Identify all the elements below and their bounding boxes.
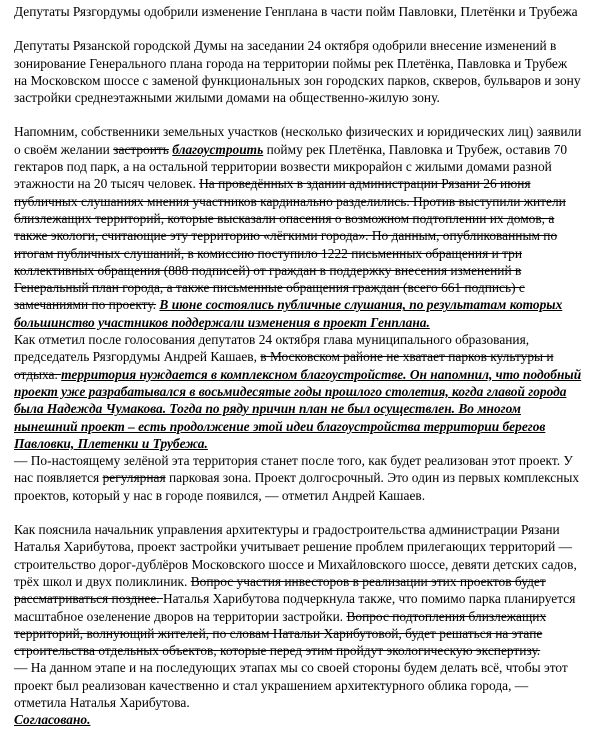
- deleted-text: Вопрос подтопления близлежащих территорий, волнующий жителей, по словам Натальи Харибутовой, будет решаться на этапе строительства отдельных объектов, которые перед этим пройдут экологическую экспертизу.: [14, 608, 547, 659]
- paragraph-gap: [14, 20, 582, 37]
- deleted-text: регулярная: [102, 470, 166, 486]
- article-paragraph-3: [14, 331, 582, 452]
- article-title: Депутаты Рязгордумы одобрили изменение Генплана в части пойм Павловки, Плетёнки и Трубежа: [14, 4, 578, 19]
- paragraph-gap: [14, 106, 582, 123]
- text-run: Как отметил после голосования депутатов 24 октября глава муниципального образования, председатель Рязгордумы Андрей Кашаев,: [14, 332, 530, 365]
- paragraph-gap: [14, 504, 582, 521]
- text-run: Напомним, собственники земельных участков (несколько физических и юридических лиц) заявили о своём желании: [14, 124, 582, 157]
- quote-khaributova: — На данном этапе и на последующих этапах мы со своей стороны будем делать всё, чтобы этот проект был реализован качественно и стал украшением архитектурного облика города, — отметила Наталья Харибутова.: [14, 660, 568, 710]
- article-paragraph-1: Депутаты Рязанской городской Думы на заседании 24 октября одобрили внесение изменений в зонирование Генерального плана города на территории поймы рек Плетёнка, Павловка и Трубеж на Московском шоссе с заменой функциональных зон городских парков, скверов, бульваров и зону застройки среднеэтажными жилыми домами на общественно-жилую зону.: [14, 38, 581, 106]
- article-paragraph-2: [14, 123, 582, 331]
- text-run: Наталья Харибутова подчеркнула также, что помимо парка планируется масштабное озеленение дворов на территории застройки.: [14, 591, 576, 624]
- inserted-text: В июне состоялись публичные слушания, по результатам которых большинство участников поддержали изменения в проект Генплана.: [14, 297, 563, 330]
- quote-kashaev: [14, 452, 582, 504]
- article-paragraph-4: [14, 521, 582, 659]
- text-run: пойму рек Плетёнка, Павловка и Трубеж, оставив 70 гектаров под парк, а на остальной территории возвести микрорайон с жилыми домами разной этажности на 20 тысяч человек.: [14, 141, 568, 192]
- text-run: — По-настоящему зелёной эта территория станет после того, как будет реализован этот проект. У нас появляется: [14, 453, 573, 486]
- deleted-text: в Московском районе не хватает парков культуры и отдыха.: [14, 349, 554, 382]
- signoff: Согласовано.: [14, 712, 91, 728]
- inserted-text: территория нуждается в комплексном благоустройстве. Он напомнил, что подобный проект уже разрабатывался в восьмидесятые годы прошлого столетия, когда главой города была Надежда Чумакова. Тогда по ряду причин план не был осуществлен. Во многом нынешний проект – есть продолжение этой идеи благоустройства территории берегов Павловки, Плетенки и Трубежа.: [14, 366, 582, 451]
- text-run: Как пояснила начальник управления архитектуры и градостроительства администрации Рязани Наталья Харибутова, проект застройки учитывает решение проблем прилегающих территорий — строительство дорог-дублёров Московского шоссе и Михайловского шоссе, девяти детских садов, трёх школ и двух поликлиник.: [14, 522, 577, 589]
- deleted-text: застроить: [113, 141, 169, 157]
- deleted-text: Вопрос участия инвесторов в реализации этих проектов будет рассматриваться позднее.: [14, 573, 546, 607]
- inserted-text: благоустроить: [172, 141, 264, 157]
- text-run: парковая зона. Проект долгосрочный. Это один из первых комплексных проектов, который у нас в городе появился, — отметил Андрей Кашаев.: [14, 470, 580, 503]
- deleted-text: На проведённых в здании администрации Рязани 26 июня публичных слушаниях мнения участников кардинально разделились. Против выступили жители близлежащих территорий, которые высказали опасения о возможном подтоплении их домов, а также экологи, считающие эту территорию «лёгкими города». По данным, опубликованным по итогам публичных слушаний, в комиссию поступило 1222 письменных обращения и три коллективных обращения (888 подписей) от граждан в поддержку внесения изменений в Генеральный план города, а также письменные обращения граждан (всего 661 подпись) с замечаниями по проекту.: [14, 176, 566, 313]
